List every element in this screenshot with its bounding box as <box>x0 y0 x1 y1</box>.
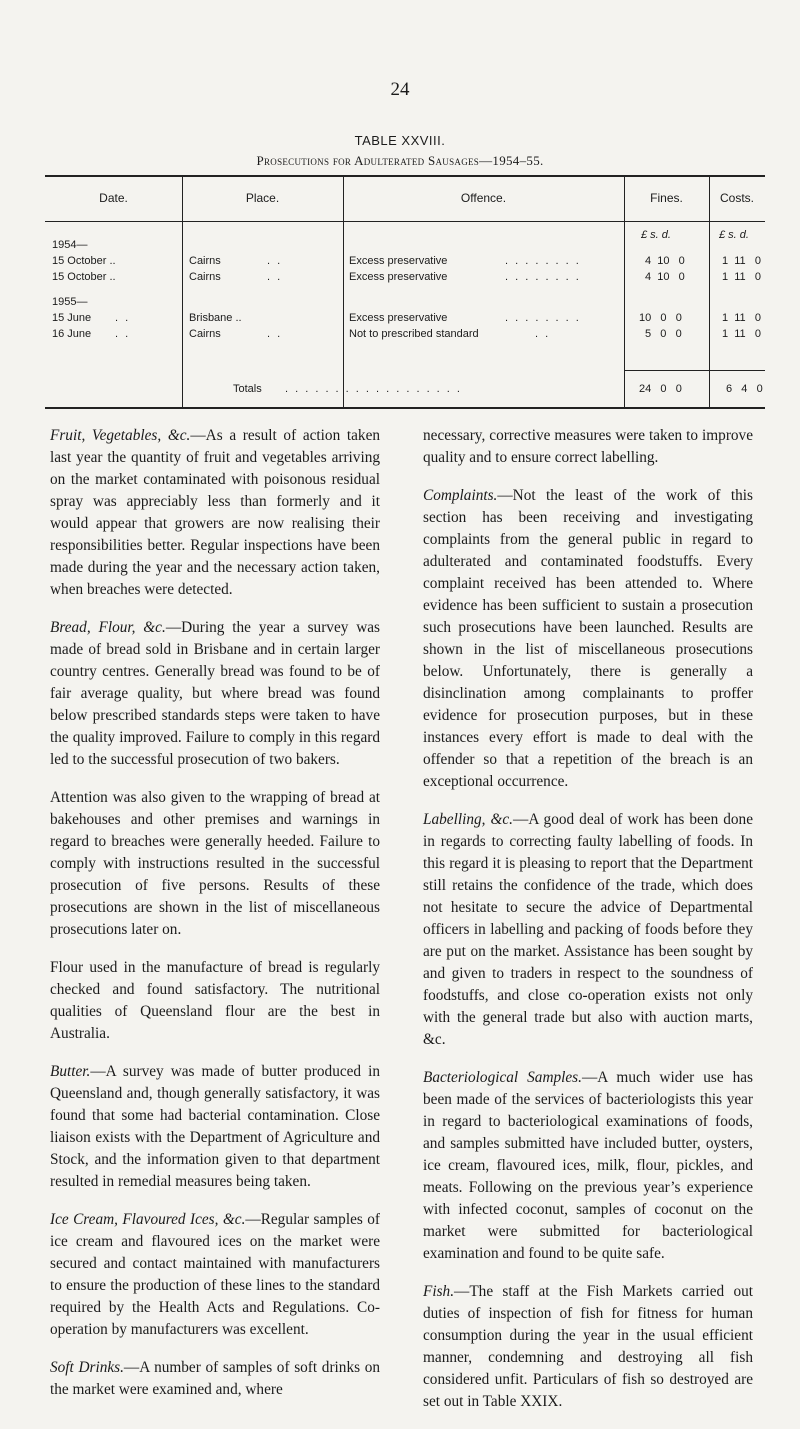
paragraph <box>50 957 380 1045</box>
paragraph-text: —The staff at the Fish Markets carried out duties of inspection of fish for fitness for human consumption during the year in the usual efficient manner, condemning and destroying all fish considered unfit. Particulars of fish so destroyed are set out in Table XXIX. <box>423 1283 753 1410</box>
row-date: 15 June <box>52 312 92 324</box>
paragraph-text: —During the year a survey was made of bread sold in Brisbane and in certain larger country centres. Generally bread was found to be of fair average quality, but where bread was found below prescribed standards steps were taken to have the quality improved. Failure to comply in this regard led to the successful prosecution of two bakers. <box>50 619 381 768</box>
row-place: Cairns <box>189 271 221 283</box>
totals-divider <box>624 370 765 371</box>
page-number: 24 <box>390 79 410 100</box>
row-offence: Not to prescribed standard <box>349 328 479 340</box>
row-fines: 4 10 0 <box>645 271 685 283</box>
row-date: 15 October .. <box>52 255 116 267</box>
row-place: Cairns <box>189 255 221 267</box>
table-title: TABLE XXVIII. <box>354 133 446 148</box>
costs-units: £ s. d. <box>719 229 749 241</box>
column-divider <box>182 177 183 407</box>
paragraph-text: —A survey was made of butter produced in Queensland and, though generally satisfactory, it was found that some had bacterial contamination. Close liaison exists with the Department of Agriculture and Stock, and the information given to that department resulted in remedial measures being taken. <box>50 1063 380 1190</box>
column-divider <box>709 177 710 407</box>
row-place: Brisbane .. <box>189 312 242 324</box>
leader-dots: . . <box>267 255 283 267</box>
row-date: 15 October .. <box>52 271 116 283</box>
paragraph <box>50 1061 380 1193</box>
right-column <box>423 425 753 1429</box>
leader-dots: . . . . . . . . <box>505 312 581 324</box>
row-costs: 1 11 0 <box>722 328 761 340</box>
row-costs: 1 11 0 <box>722 271 761 283</box>
column-divider <box>624 177 625 407</box>
paragraph-text: —Regular samples of ice cream and flavoured ices on the market were secured and contact maintained with manufacturers to ensure the production of these lines to the standard required by the Health Acts and Regulations. Co-operation by manufacturers was excellent. <box>50 1211 380 1338</box>
row-fines: 5 0 0 <box>645 328 682 340</box>
row-fines: 4 10 0 <box>645 255 685 267</box>
left-column <box>50 425 380 1417</box>
paragraph <box>423 485 753 793</box>
totals-fines: 24 0 0 <box>639 383 682 395</box>
row-costs: 1 11 0 <box>722 255 761 267</box>
paragraph-text: Attention was also given to the wrapping of bread at bakehouses and other premises and warnings in regard to breaches were generally heeded. Failure to comply with instructions resulted in the successful prosecution of five persons. Results of these prosecutions are shown in the list of miscellaneous prosecutions later on. <box>50 789 380 938</box>
leader-dots: . . . . . . . . . . . . . . . . . . <box>285 383 462 395</box>
leader-dots: . . <box>535 328 551 340</box>
paragraph-text: —A number of samples of soft drinks on the market were examined and, where <box>50 1359 380 1398</box>
header-fines: Fines. <box>650 191 683 205</box>
paragraph-text: —As a result of action taken last year the quantity of fruit and vegetables arriving on the market contaminated with poisonous residual spray was appreciably less than formerly and it would appear that growers are now realising their responsibilities better. Regular inspections have been made during the year and the necessary action taken, when breaches were detected. <box>50 427 381 598</box>
paragraph-heading: Complaints. <box>423 487 498 504</box>
row-fines: 10 0 0 <box>639 312 682 324</box>
prosecutions-table <box>45 175 765 409</box>
paragraph <box>50 1209 380 1341</box>
leader-dots: . . . . . . . . <box>505 255 581 267</box>
paragraph-text: Flour used in the manufacture of bread is regularly checked and found satisfactory. The nutritional qualities of Queensland flour are the best in Australia. <box>50 959 380 1042</box>
paragraph-heading: Fruit, Vegetables, &c. <box>50 427 191 444</box>
year-label: 1954— <box>52 239 88 251</box>
row-date: 16 June <box>52 328 92 340</box>
paragraph-heading: Labelling, &c. <box>423 811 514 828</box>
table-subtitle: Prosecutions for Adulterated Sausages—1954–55. <box>256 153 544 168</box>
totals-label: Totals <box>233 383 262 395</box>
paragraph <box>50 787 380 941</box>
year-label: 1955— <box>52 296 88 308</box>
totals-costs: 6 4 0 <box>726 383 763 395</box>
paragraph <box>423 809 753 1051</box>
paragraph <box>423 1281 753 1413</box>
header-date: Date. <box>99 191 128 205</box>
paragraph-heading: Soft Drinks. <box>50 1359 124 1376</box>
paragraph-heading: Ice Cream, Flavoured Ices, &c. <box>50 1211 246 1228</box>
paragraph <box>423 425 753 469</box>
header-offence: Offence. <box>460 191 507 205</box>
paragraph <box>50 425 380 601</box>
leader-dots: . . <box>115 312 131 324</box>
leader-dots: . . <box>267 328 283 340</box>
row-offence: Excess preservative <box>349 255 448 267</box>
fines-units: £ s. d. <box>641 229 671 241</box>
paragraph-heading: Bread, Flour, &c. <box>50 619 166 636</box>
column-divider <box>343 177 344 407</box>
paragraph <box>423 1067 753 1265</box>
row-offence: Excess preservative <box>349 312 448 324</box>
leader-dots: . . <box>115 328 131 340</box>
paragraph <box>50 1357 380 1401</box>
paragraph-text: —Not the least of the work of this section has been receiving and investigating complaints from the general public in regard to adulterated and contaminated foodstuffs. Every complaint received has been attended to. Where evidence has been sufficient to sustain a prosecution such prosecutions have been launched. Results are shown in the list of miscellaneous prosecutions below. Unfortunately, there is generally a disinclination among complainants to proffer evidence for prosecution purposes, but in these instances every effort is made to deal with the offender so that a repetition of the breach is an exceptional occurrence. <box>423 487 753 790</box>
paragraph-text: necessary, corrective measures were taken to improve quality and to ensure correct labelling. <box>423 427 753 466</box>
header-place: Place. <box>245 191 280 205</box>
header-costs: Costs. <box>719 191 754 205</box>
paragraph-heading: Fish. <box>423 1283 455 1300</box>
header-divider <box>45 221 765 222</box>
row-place: Cairns <box>189 328 221 340</box>
row-costs: 1 11 0 <box>722 312 761 324</box>
paragraph-heading: Butter. <box>50 1063 91 1080</box>
paragraph-text: —A good deal of work has been done in regards to correcting faulty labelling of foods. In this regard it is pleasing to report that the Department still retains the confidence of the trade, which does not hesitate to secure the advice of Departmental officers in labelling and packing of foods before they are put on the market. Assistance has been sought by and given to traders in respect to the soundness of foodstuffs, and close co-operation exists not only with the general trade but also with auction marts, &c. <box>423 811 753 1048</box>
row-offence: Excess preservative <box>349 271 448 283</box>
paragraph-text: —A much wider use has been made of the services of bacteriologists this year in regard to bacteriological examinations of foods, and samples submitted have included butter, oysters, ice cream, flavoured ices, milk, flour, pickles, and meats. Following on the previous year’s experience with infected coconut, samples of coconut on the market were submitted for bacteriological examination and found to be quite safe. <box>423 1069 753 1262</box>
paragraph <box>50 617 380 771</box>
leader-dots: . . . . . . . . <box>505 271 581 283</box>
leader-dots: . . <box>267 271 283 283</box>
paragraph-heading: Bacteriological Samples. <box>423 1069 582 1086</box>
